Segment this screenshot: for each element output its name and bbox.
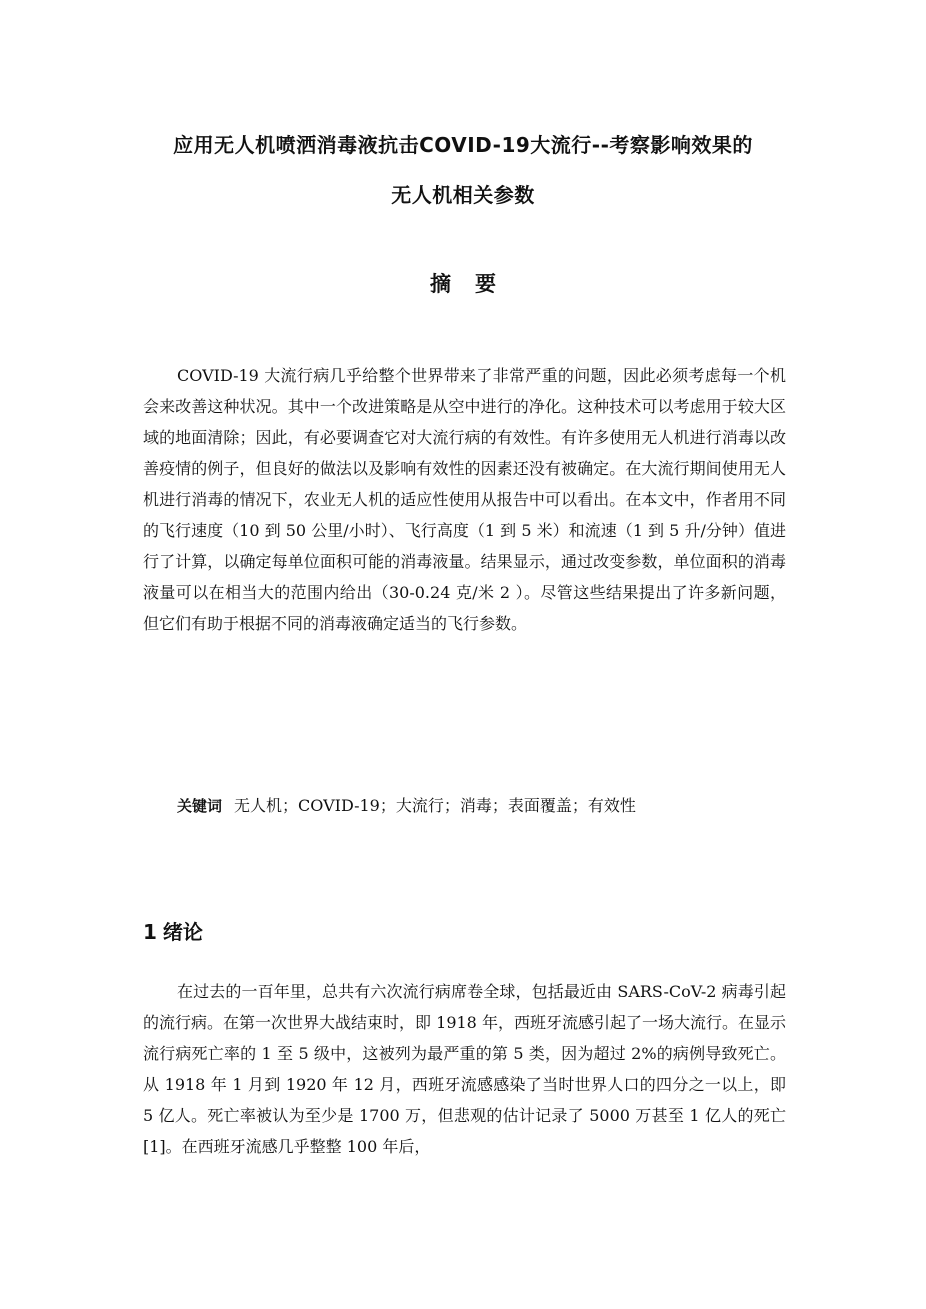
abstract-heading: 摘要: [430, 272, 520, 296]
keywords-label: 关键词: [177, 797, 223, 815]
abstract-text: COVID-19 大流行病几乎给整个世界带来了非常严重的问题，因此必须考虑每一个机会来改善这种状况。其中一个改进策略是从空中进行的净化。这种技术可以考虑用于较大区域的地面清除；因此，有必要调查它对大流行病的有效性。有许多使用无人机进行消毒以改善疫情的例子，但良好的做法以及影响有效性的因素还没有被确定。在大流行期间使用无人机进行消毒的情况下，农业无人机的适应性使用从报告中可以看出。在本文中，作者用不同的飞行速度（10 到 50 公里/小时）、飞行高度（1 到 5 米）和流速（1 到 5 升/分钟）值进行了计算，以确定每单位面积可能的消毒液量。结果显示，通过改变参数，单位面积的消毒液量可以在相当大的范围内给出（30-0.24 克/米 2 ）。尽管这些结果提出了许多新问题，但它们有助于根据不同的消毒液确定适当的飞行参数。: [143, 366, 786, 633]
paper-title-line-1: 应用无人机喷洒消毒液抗击COVID-19大流行--考察影响效果的: [173, 133, 753, 157]
section-heading-introduction: [143, 916, 203, 945]
keywords-line: [177, 790, 636, 822]
section-title: 绪论: [162, 920, 203, 944]
keywords-value: 无人机；COVID-19；大流行；消毒；表面覆盖；有效性: [234, 796, 636, 815]
section-number: 1: [143, 920, 157, 944]
introduction-text: 在过去的一百年里，总共有六次流行病席卷全球，包括最近由 SARS-CoV-2 病毒引起的流行病。在第一次世界大战结束时，即 1918 年，西班牙流感引起了一场大流行。在显示流行病死亡率的 1 至 5 级中，这被列为最严重的第 5 类，因为超过 2%的病例导致死亡。从 1918 年 1 月到 1920 年 12 月，西班牙流感感染了当时世界人口的四分之一以上，即 5 亿人。死亡率被认为至少是 1700 万，但悲观的估计记录了 5000 万甚至 1 亿人的死亡[1]。在西班牙流感几乎整整 100 年后，: [143, 982, 786, 1156]
paper-title: [100, 120, 826, 220]
paper-title-line-2: 无人机相关参数: [391, 183, 535, 207]
